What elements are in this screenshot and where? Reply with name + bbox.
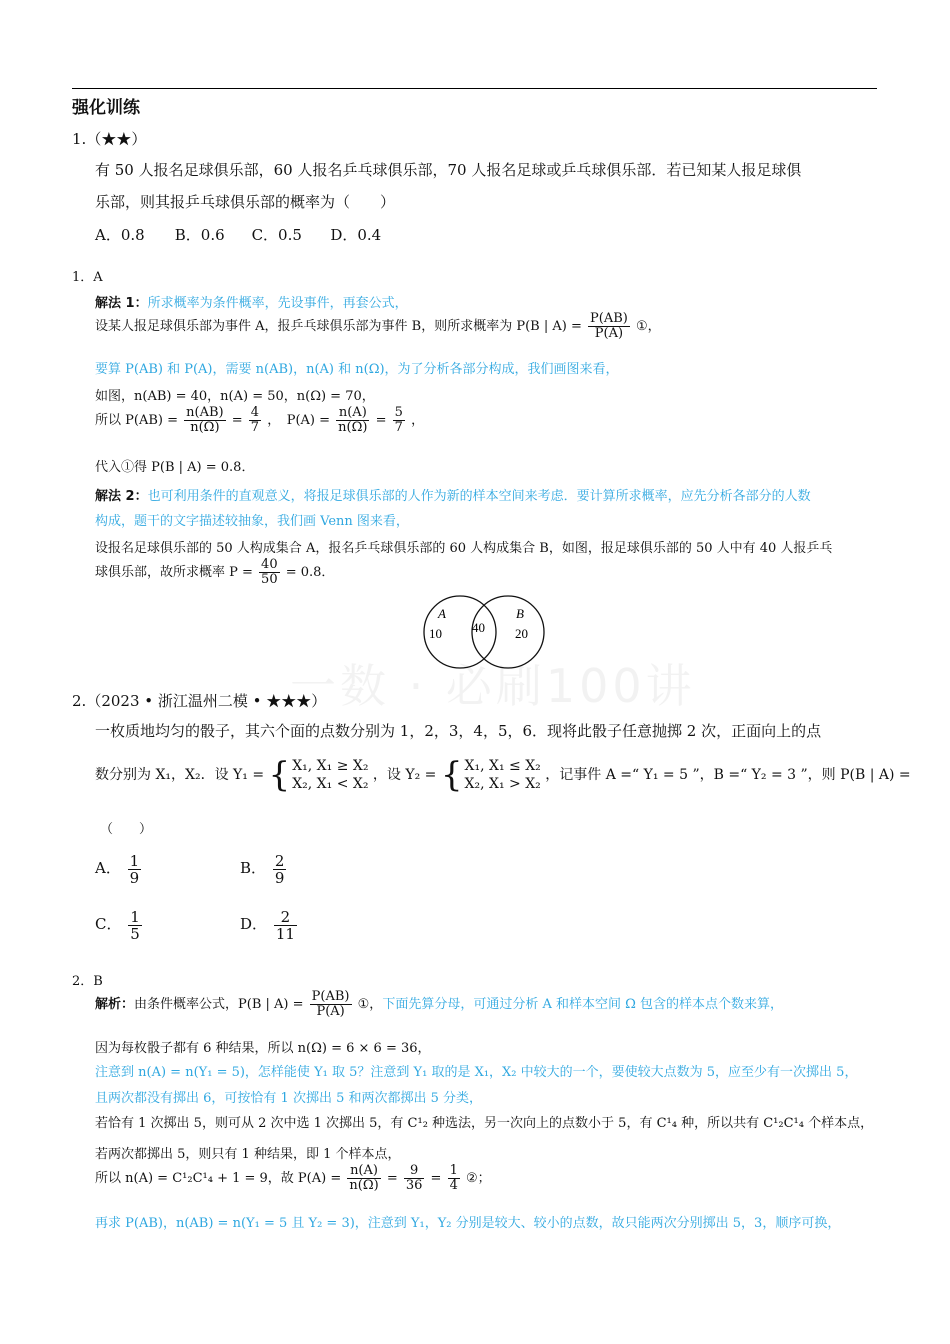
s1-m1-fraction — [588, 312, 630, 341]
q2-option-c — [95, 908, 144, 942]
q1-line2: 乐部，则其报乒乓球俱乐部的概率为（ ） — [95, 193, 396, 211]
fraction-denominator: 7 — [394, 420, 403, 435]
q2-option-a — [95, 852, 143, 886]
fraction-numerator: 2 — [274, 909, 297, 926]
equals-sign: = — [430, 1171, 442, 1186]
s1-calc-prefix: 所以 P(AB) = — [95, 413, 178, 428]
case-bottom: X₂, X₁ > X₂ — [464, 776, 541, 792]
left-brace-icon: { — [268, 755, 291, 795]
s1-m1-label: 解法 1： — [95, 296, 148, 311]
q1-line1: 有 50 人报名足球俱乐部，60 人报名乒乓球俱乐部，70 人报名足球或乒乓球俱乐部．若已知某人报足球俱 — [95, 161, 802, 179]
s1-m1-counts: 如图，n(AB) = 40，n(A) = 50，n(Ω) = 70， — [95, 389, 375, 404]
s1-m2-prefix: 球俱乐部，故所求概率 P = — [95, 565, 253, 580]
fraction-numerator: 1 — [129, 851, 140, 870]
option-fraction — [128, 909, 142, 942]
fraction-numerator: 4 — [250, 405, 260, 420]
s2-line7 — [95, 1164, 491, 1193]
s2-line3: 注意到 n(A) = n(Y₁ = 5)，怎样能使 Y₁ 取 5？注意到 Y₁ 取的是 X₁，X₂ 中较大的一个，要使较大点数为 5，应至少有一次掷出 5， — [95, 1065, 858, 1080]
s1-m2-text: 设报名足球俱乐部的 50 人构成集合 A，报名乒乓球俱乐部的 60 人构成集合 B，如图，报足球俱乐部的 50 人中有 40 人报乒乓 — [95, 541, 833, 556]
fraction-denominator: n(Ω) — [338, 420, 368, 435]
s1-calc-frac2 — [249, 406, 261, 435]
q1-number: 1. — [72, 130, 87, 148]
q2-cases-1 — [292, 757, 368, 793]
q1-option-c: C．0.5 — [251, 226, 302, 244]
top-rule — [72, 88, 877, 89]
option-fraction — [128, 853, 142, 886]
fraction-numerator: 1 — [130, 907, 140, 926]
s2-l1-mark: ①， — [357, 997, 383, 1012]
q1-option-d: D．0.4 — [330, 226, 382, 244]
section-title: 强化训练 — [72, 98, 140, 118]
s2-line6: 若两次都掷出 5，则只有 1 种结果，即 1 个样本点， — [95, 1147, 401, 1162]
venn-label-b: B — [516, 606, 524, 621]
q2-stars: （2023 • 浙江温州二模 • ★★★） — [86, 692, 327, 710]
q2-option-b — [240, 852, 288, 886]
q1-options — [95, 219, 515, 251]
s1-m1-mark: ①， — [636, 319, 661, 334]
s2-l7-frac3 — [448, 1164, 460, 1193]
s1-m2-suffix: = 0.8． — [285, 565, 335, 580]
fraction-numerator: n(AB) — [186, 405, 224, 420]
q1-stars: （★★） — [86, 130, 147, 148]
option-label: A． — [95, 859, 121, 877]
fraction-numerator: P(AB) — [590, 311, 628, 326]
s1-calc-mid: ， P(A) = — [267, 413, 331, 428]
s1-m2-note2: 构成，题干的文字描述较抽象，我们画 Venn 图来看， — [95, 514, 409, 529]
fraction-denominator: P(A) — [594, 326, 624, 341]
q2-line2-prefix: 数分别为 X₁，X₂．设 Y₁ = — [95, 767, 265, 783]
option-label: D． — [240, 915, 268, 933]
q2-number: 2. — [72, 692, 87, 710]
option-fraction — [274, 909, 297, 942]
s2-line2: 因为每枚骰子都有 6 种结果，所以 n(Ω) = 6 × 6 = 36， — [95, 1041, 431, 1056]
s1-m1-calc — [95, 406, 424, 435]
option-fraction — [273, 853, 287, 886]
s2-l7-mark: ②； — [466, 1171, 491, 1186]
q2-cases-2 — [465, 757, 541, 793]
s2-line4: 且两次都没有掷出 6，可按恰有 1 次掷出 5 和两次都掷出 5 分类， — [95, 1091, 483, 1106]
fraction-denominator: 7 — [250, 420, 260, 435]
case-bottom: X₂, X₁ < X₂ — [292, 776, 369, 792]
watermark: 一数 · 必刷100讲 — [290, 659, 696, 713]
case-top: X₁, X₁ ≤ X₂ — [464, 758, 541, 774]
fraction-numerator: 5 — [394, 405, 403, 420]
s2-l7-frac1 — [347, 1164, 380, 1193]
s2-l1-text: 由条件概率公式，P(B | A) = — [134, 997, 304, 1012]
venn-both: 40 — [472, 620, 485, 635]
s1-m1-note: 所求概率为条件概率，先设事件，再套公式， — [147, 296, 408, 311]
s1-calc-frac3 — [336, 406, 369, 435]
q1-option-a: A．0.8 — [95, 226, 145, 244]
fraction-denominator: 4 — [449, 1178, 458, 1193]
s2-line5: 若恰有 1 次掷出 5，则可从 2 次中选 1 次掷出 5，有 C¹₂ 种选法，另一次向上的点数小于 5，有 C¹₄ 种，所以共有 C¹₂C¹₄ 个样本点， — [95, 1116, 874, 1131]
fraction-denominator: n(Ω) — [349, 1178, 379, 1193]
fraction-denominator: n(Ω) — [190, 420, 220, 435]
fraction-numerator: 2 — [274, 851, 285, 870]
q2-paren: （ ） — [100, 822, 153, 837]
fraction-numerator: P(AB) — [311, 989, 350, 1004]
s1-calc-frac1 — [184, 406, 225, 435]
venn-label-a: A — [438, 606, 446, 621]
option-label: B． — [240, 859, 267, 877]
option-label: C． — [95, 915, 122, 933]
fraction-numerator: 1 — [449, 1163, 458, 1178]
fraction-denominator: P(A) — [316, 1004, 345, 1019]
s1-calc-frac4 — [393, 406, 405, 435]
q1-header — [72, 128, 146, 149]
fraction-denominator: 11 — [275, 924, 295, 943]
fraction-denominator: 9 — [274, 868, 285, 887]
s1-m2-label: 解法 2： — [95, 489, 148, 504]
venn-diagram — [420, 594, 550, 670]
venn-only-b: 20 — [515, 626, 528, 641]
s2-label: 解析： — [95, 997, 135, 1012]
s2-l1-note: 下面先算分母，可通过分析 A 和样本空间 Ω 包含的样本点个数来算， — [382, 997, 784, 1012]
s1-answer: 1．A — [72, 270, 103, 285]
q1-option-b: B．0.6 — [174, 226, 225, 244]
s1-m2-note: 也可利用条件的直观意义，将报足球俱乐部的人作为新的样本空间来考虑．要计算所求概率，应先分析各部分的人数 — [147, 489, 811, 504]
s1-m1-result: 代入①得 P(B | A) = 0.8． — [95, 460, 255, 475]
s2-line1 — [95, 990, 783, 1019]
s1-method1-line — [95, 292, 408, 311]
s2-l7-prefix: 所以 n(A) = C¹₂C¹₄ + 1 = 9，故 P(A) = — [95, 1171, 342, 1186]
fraction-numerator: n(A) — [336, 406, 369, 421]
fraction-denominator: 50 — [261, 572, 278, 587]
left-brace-icon: { — [440, 755, 463, 795]
fraction-numerator: 9 — [404, 1164, 425, 1179]
fraction-denominator: 9 — [129, 868, 140, 887]
q2-line2-suffix: ，记事件 A =“ Y₁ = 5 ”，B =“ Y₂ = 3 ”，则 P(B | A) = — [545, 767, 911, 783]
s1-calc-end: ， — [411, 413, 425, 428]
fraction-numerator: n(A) — [347, 1164, 380, 1179]
equals-sign: = — [386, 1171, 398, 1186]
s1-m2-text2 — [95, 558, 334, 587]
s2-l1-fraction — [310, 990, 352, 1019]
s1-method2-line — [95, 485, 811, 504]
equals-sign: = — [375, 413, 387, 428]
venn-only-a: 10 — [429, 626, 442, 641]
s2-l7-frac2 — [404, 1164, 425, 1193]
s1-m2-fraction — [259, 558, 280, 587]
s1-m1-text: 设某人报足球俱乐部为事件 A，报乒乓球俱乐部为事件 B，则所求概率为 — [95, 319, 513, 334]
fraction-denominator: 36 — [405, 1178, 423, 1193]
s1-m1-lhs: P(B | A) = — [516, 319, 582, 334]
q2-line1: 一枚质地均匀的骰子，其六个面的点数分别为 1，2，3，4，5，6．现将此骰子任意抛掷 2 次，正面向上的点 — [95, 722, 822, 740]
s1-m1-formula-line — [95, 312, 661, 341]
fraction-numerator: 40 — [261, 557, 278, 572]
s2-answer: 2．B — [72, 974, 103, 989]
q2-option-d — [240, 908, 299, 942]
s2-line8: 再求 P(AB)，n(AB) = n(Y₁ = 5 且 Y₂ = 3)，注意到 Y₁，Y₂ 分别是较大、较小的点数，故只能两次分别掷出 5，3，顺序可换， — [95, 1216, 841, 1231]
q2-line2-mid: ，设 Y₂ = — [372, 767, 437, 783]
case-top: X₁, X₁ ≥ X₂ — [292, 758, 369, 774]
equals-sign: = — [231, 413, 243, 428]
fraction-denominator: 5 — [130, 924, 140, 943]
s1-m1-note2: 要算 P(AB) 和 P(A)，需要 n(AB)，n(A) 和 n(Ω)，为了分析各部分构成，我们画图来看， — [95, 362, 619, 377]
q2-line2 — [95, 757, 911, 793]
q2-header — [72, 690, 326, 711]
